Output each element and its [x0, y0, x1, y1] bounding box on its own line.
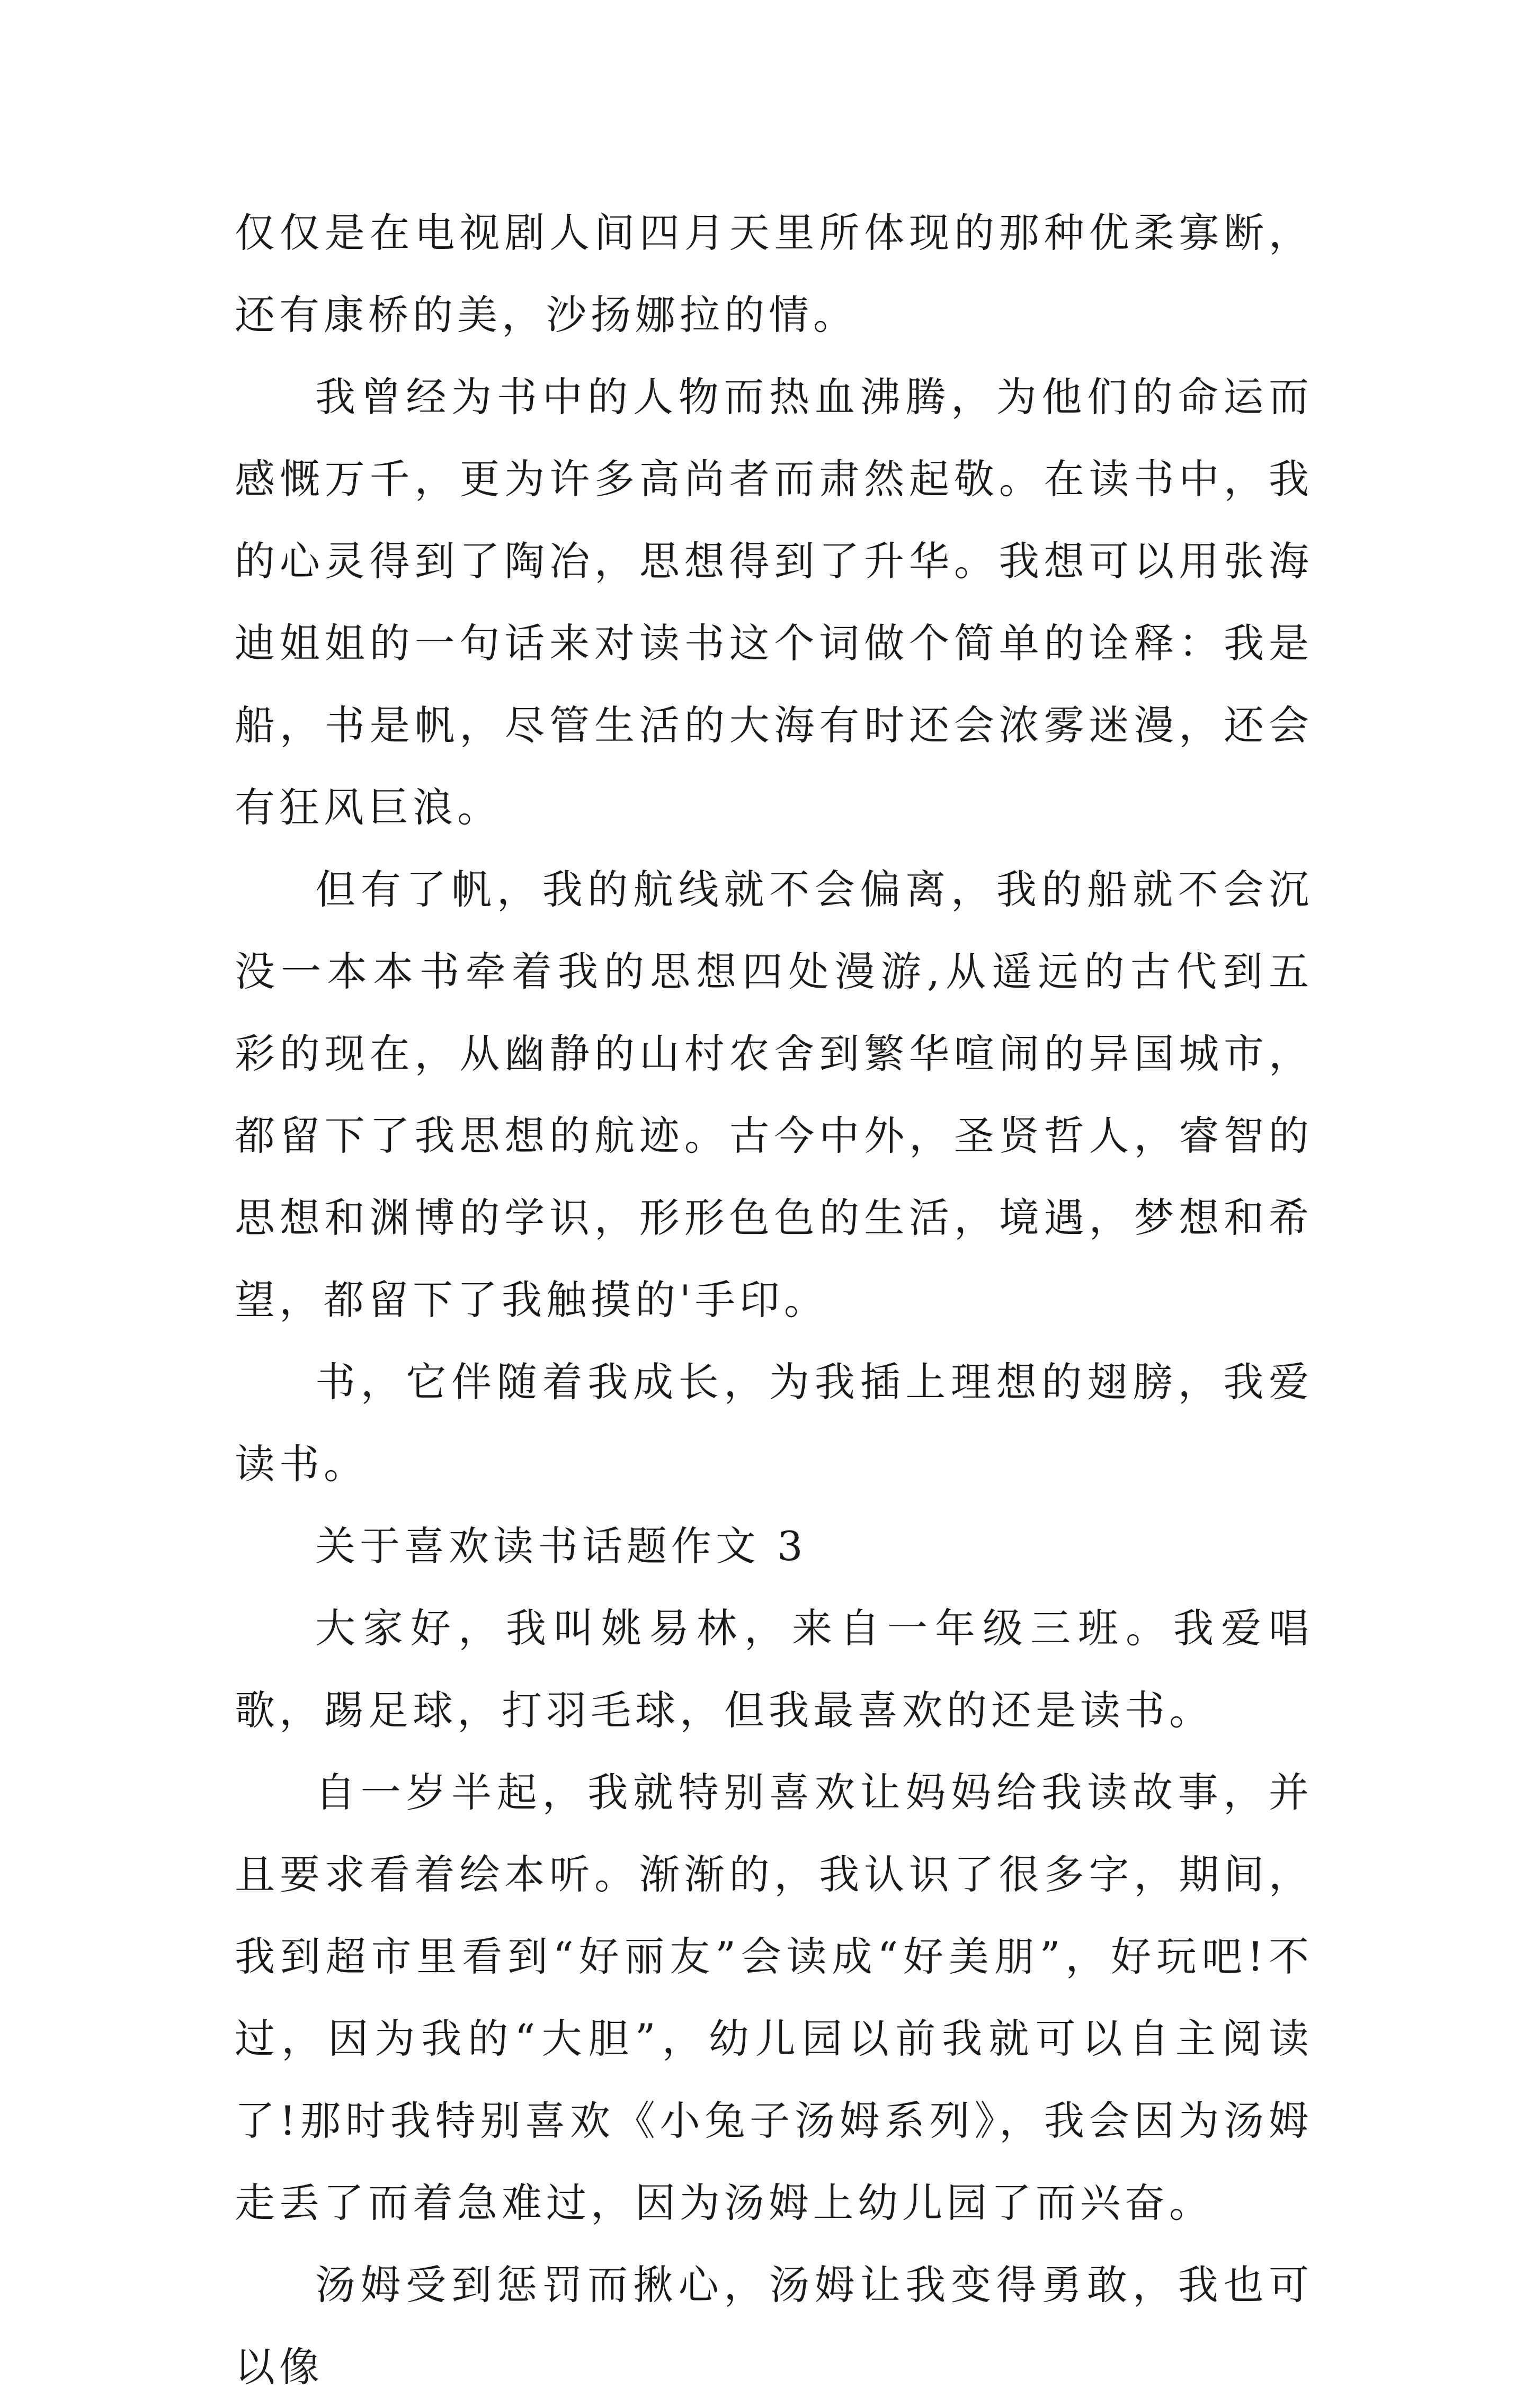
paragraph-6: 自一岁半起，我就特别喜欢让妈妈给我读故事，并且要求看着绘本听。渐渐的，我认识了很多字，期间，我到超市里看到“好丽友”会读成“好美朋”，好玩吧!不过，因为我的“大胆”，幼儿园以前我就可以自主阅读了!那时我特别喜欢《小兔子汤姆系列》，我会因为汤姆走丢了而着急难过，因为汤姆上幼儿园了而兴奋。: [235, 1769, 1313, 2226]
paragraph-3: 但有了帆，我的航线就不会偏离，我的船就不会沉没一本本书牵着我的思想四处漫游,从遥远的古代到五彩的现在，从幽静的山村农舍到繁华喧闹的异国城市，都留下了我思想的航迹。古今中外，圣贤哲人，睿智的思想和渊博的学识，形形色色的生活，境遇，梦想和希望，都留下了我触摸的'手印。: [235, 866, 1313, 1323]
paragraph-5: 大家好，我叫姚易林，来自一年级三班。我爱唱歌，踢足球，打羽毛球，但我最喜欢的还是读书。: [235, 1605, 1313, 1734]
paragraph-7: 汤姆受到惩罚而揪心，汤姆让我变得勇敢，我也可以像: [235, 2261, 1313, 2391]
section-heading: 关于喜欢读书话题作文 3: [315, 1523, 807, 1570]
document-body: [235, 192, 1313, 2408]
paragraph-1: 仅仅是在电视剧人间四月天里所体现的那种优柔寡断，还有康桥的美，沙扬娜拉的情。: [235, 209, 1313, 338]
paragraph-2: 我曾经为书中的人物而热血沸腾，为他们的命运而感慨万千，更为许多高尚者而肃然起敬。在读书中，我的心灵得到了陶冶，思想得到了升华。我想可以用张海迪姐姐的一句话来对读书这个词做个简单的诠释：我是船，书是帆，尽管生活的大海有时还会浓雾迷漫，还会有狂风巨浪。: [235, 373, 1313, 831]
paragraph-4: 书，它伴随着我成长，为我插上理想的翅膀，我爱读书。: [235, 1358, 1313, 1488]
